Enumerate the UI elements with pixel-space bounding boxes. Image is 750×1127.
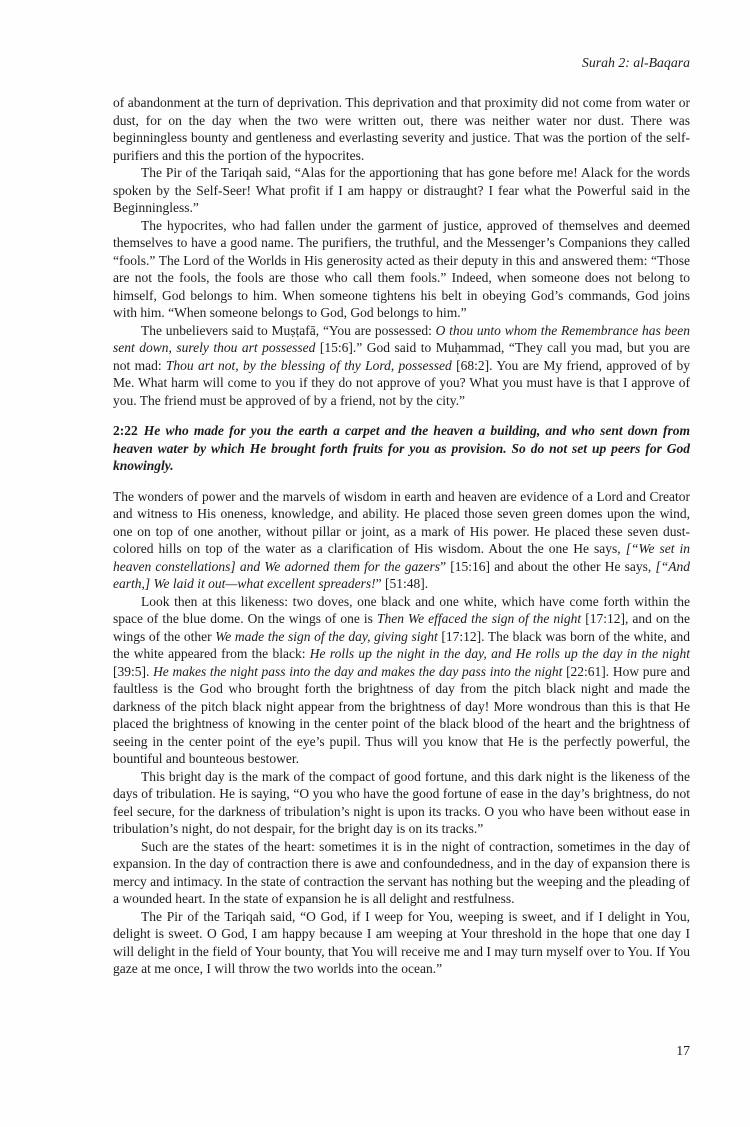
paragraph [113,768,690,838]
text-run: The unbelievers said to Muṣṭafā, “You are possessed: [141,322,436,338]
text-run: 2:22 [113,423,138,438]
text-run: [68:2]. You are My friend, approved of by Me. What harm will come to you if they do not approve of you? What you must have is that I approve of you. The friend must be approved of by a friend, not by the city.” [113,357,690,408]
paragraph [113,593,690,768]
text-run: [22:61]. How pure and faultless is the God who brought forth the brightness of day from the pitch black night and made the darkness of the pitch black night appear from the brightness of day! More wondrous than this is that He placed the brightness of knowing in the center point of the black blood of the heart and the brightness of seeing in the center point of the eye’s pupil. Thus will you know that He is the perfectly powerful, the bountiful and bounteous bestower. [113,663,690,766]
text-run: We made the sign of the day, giving sight [215,628,438,644]
text-run: Then We effaced the sign of the night [377,611,582,626]
text-run: ” [15:16] and about the other He says, [440,558,656,574]
text-run: [15:6].” God said to Muḥammad, “They call you mad, but you are not mad: [113,340,690,373]
text-run: The hypocrites, who had fallen under the garment of justice, approved of themselves and deemed themselves to have a good name. The purifiers, the truthful, and the Messenger’s Companions they called “fools.” The Lord of the Worlds in His generosity acted as their deputy in this and answered them: “Those are not the fools, the fools are those who call them fools.” Indeed, when someone does not belong to himself, God belongs to him. When someone tightens his belt in obeying God’s commands, God joins with him. “When someone belongs to God, God belongs to him.” [113,217,690,320]
running-header: Surah 2: al-Baqara [581,55,690,70]
text-run: ” [51:48]. [375,576,429,591]
page-number: 17 [676,1043,690,1058]
text-run: [17:12], and on the wings of the other [113,611,691,644]
text-body [113,94,690,978]
verse-heading [113,422,690,475]
text-run: The Pir of the Tariqah said, “Alas for the apportioning that has gone before me! Alack for the words spoken by the Self-Seer! What profit if I am happy or distraught? I fear what the Powerful said in the Beginningless.” [113,165,690,215]
text-run: This bright day is the mark of the compact of good fortune, and this dark night is the likeness of the days of tribulation. He is saying, “O you who have the good fortune of ease in the day’s brightness, do not feel secure, for the darkness of tribulation’s night is upon its tracks. O you who have been without ease in tribulation’s night, do not despair, for the bright day is on its tracks.” [113,768,690,836]
paragraph [113,488,690,593]
text-run: [17:12]. The black was born of the white, and the white appeared from the black: [113,628,690,661]
text-run: of abandonment at the turn of deprivation. This deprivation and that proximity did not come from water or dust, for on the day when the two were written out, there was neither water nor dust. There was beginningless bounty and gentleness and everlasting severity and justice. That was the portion of the self-purifiers and this the portion of the hypocrites. [113,95,690,163]
text-run: [“We set in heaven constellations] and We adorned them for the gazers [113,541,691,574]
paragraph [113,164,690,217]
text-run: [39:5]. [113,663,154,679]
text-run: The Pir of the Tariqah said, “O God, if I weep for You, weeping is sweet, and if I delight in You, delight is sweet. O God, I am happy because I am weeping at Your threshold in the hope that one day I will delight in the field of Your bounty, that You will receive me and I may turn myself over to You. If You gaze at me once, I will throw the two worlds into the ocean.” [113,908,690,976]
text-run: He rolls up the night in the day, and He rolls up the day in the night [309,646,691,661]
paragraph [113,908,690,978]
text-run: Thou art not, by the blessing of thy Lord, possessed [165,357,452,373]
text-run: He who made for you the earth a carpet and the heaven a building, and who sent down from heaven water by which He brought forth fruits for you as provision. So do not set up peers for God knowingly. [113,423,690,473]
text-run: He makes the night pass into the day and makes the day pass into the night [153,663,563,679]
text-run: Look then at this likeness: two doves, one black and one white, which have come forth within the space of the blue dome. On the wings of one is [113,593,690,626]
paragraph [113,94,690,164]
text-run: [“And earth,] We laid it out—what excellent spreaders! [113,558,690,591]
text-run: The wonders of power and the marvels of wisdom in earth and heaven are evidence of a Lord and Creator and witness to His oneness, knowledge, and ability. He placed those seven green domes upon the wind, one on top of one another, without pillar or joint, as a mark of His power. He placed these seven dust-colored hills on top of the water as a clarification of His wisdom. About the one He says, [113,488,690,556]
text-run: O thou unto whom the Remembrance has been sent down, surely thou art possessed [113,322,691,355]
paragraph [113,217,690,322]
text-run: Such are the states of the heart: sometimes it is in the night of contraction, sometimes in the day of expansion. In the day of contraction there is awe and confoundedness, and in the day of expansion there is mercy and intimacy. In the state of contraction the servant has nothing but the weeping and the pleading of a wounded heart. In the state of expansion he is all delight and restfulness. [113,838,690,906]
paragraph [113,322,690,410]
paragraph [113,838,690,908]
